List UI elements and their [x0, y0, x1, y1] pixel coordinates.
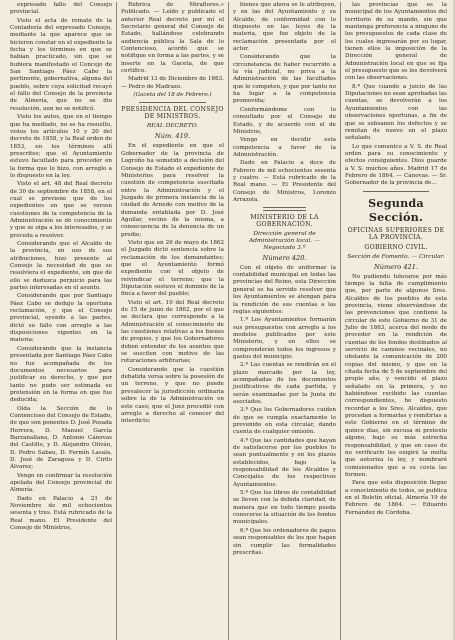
paragraph: 5.ª Que los libros de contabilidad se lleven con la debida claridad, de manera que en todo tiempo pueda conocerse la situación de los fondos municipales.	[233, 490, 336, 526]
paragraph: Visto los autos, que en el tiempo que ha mediado, no se ha resuelto, vistos los artículos 10 y 20 del decreto de 1858, y la Real orden de 1853, en los términos allí prescritos; que el Ayuntamiento estuvo facultado para proceder en la forma que lo hizo, con arreglo a lo dispuesto en la ley.	[10, 114, 112, 179]
paragraph: Considerando que la instancia presentada por Santiago Páez Cabo no fue acompañada de los documentos necesarios para justificar su derecho, y que por tanto no pudo ser estimada su pretensión en la forma en que fue deducida;	[10, 345, 112, 404]
paragraph: Dado en Palacio a doce de Febrero de mil ochocientos sesenta y cuatro. — Está rubricado de la Real mano. — El Presidente del Consejo de Ministros, Lorenzo Arrazola.	[233, 160, 336, 203]
subheading: REAL DECRETO.	[146, 123, 199, 130]
heading: PRESIDENCIA DEL CONSEJO DE MINISTROS.	[121, 106, 224, 121]
paragraph: expresado fallo del Consejo provincial.	[10, 2, 112, 16]
section-divider	[363, 191, 429, 192]
section-divider	[139, 102, 206, 103]
paragraph: Considerando que por Santiago Páez Cabo se dedujo la oportuna reclamación, y que el Consejo provincial, oyendo a las partes, dictó su fallo con arreglo a las disposiciones vigentes en la materia;	[10, 293, 112, 344]
subheading: Sección de Fomento. — Circular.	[347, 253, 445, 260]
paragraph: Vengo en decidir esta competencia a favor de la Administración.	[233, 137, 336, 158]
heading: OFICINAS SUPERIORES DE LA PROVINCIA.	[347, 226, 445, 241]
paragraph: No pudiendo tolerarse por más tiempo la falta de cumplimiento que, por parte de algunos Sres. Alcaldes de los pueblos de esta provincia, viene observándose de las prevenciones que contiene la circular de este Gobierno de 31 de Julio de 1863, acerca del modo de proceder en la rendición de cuentas de los fondos destinados al servicio de caminos vecinales, no obstante la comunicación de 200 copias del mismo, y que en la citada fecha de 5 de septiembre del propio año, y vencido el plazo señalado en la primera, y no habiéndose recibido las cuentas correspondientes, he dispuesto recordar a los Sres. Alcaldes, que procedan a formarlas y remitirlas a este Gobierno en el término de quince días, sin excusa ni pretexto alguno, bajo su más estrecha responsabilidad, y que en caso de no verificarlo les exigiré la multa que autoriza la ley, y nombraré comisionados que a su costa las formen.	[345, 273, 447, 478]
paragraph: Lo que comunico a V. S. de Real orden para su conocimiento y efectos consiguientes. Dios guarde a V. S. muchos años. Madrid 17 de Febrero de 1864. — Cánovas. — Sr. Gobernador de la provincia de...	[345, 143, 447, 187]
paragraph: Visto que en 26 de mayo de 1862 el Juzgado dictó sentencia sobre la reclamación de los demandantes; que el Ayuntamiento formó expediente con el objeto de reivindicar el terreno; que la Diputación sostuvo el dominio de la finca a favor del pueblo;	[121, 239, 224, 298]
paragraph: Madrid 13 de Diciembre de 1863. — Pedro de Madrazo.	[121, 76, 224, 90]
column-1	[6, 2, 116, 640]
paragraph: bienes que ahora se le atribuyen, y en las del Ayuntamiento y su Alcalde, de conformidad con lo dispuesto en las leyes de la materia, que fue objeto de la reclamación presentada por el actor.	[233, 2, 336, 53]
paragraph: Para que esta disposición llegue a conocimiento de todos, se publica en el Boletín oficial. Almería 19 de Febrero de 1864. — Eduardo Fernández de Córdoba.	[345, 480, 447, 516]
document-number: Número 421.	[373, 262, 419, 271]
paragraph: En el expediente en que el Gobernador de la provincia de Logroño ha sometido a decisión del Consejo de Estado el expediente de Ministerios para resolver la cuestión de competencia suscitada entre la Administración y el Juzgado de primera instancia de la ciudad de Arnedo con motivo de la demanda entablada por D. José Aguilar, vecino de la misma, a consecuencia de la denuncia de un predio;	[121, 143, 224, 238]
paragraph: 8.ª Que cuando a juicio de las Diputaciones no sean aprobadas las cuentas, se devolverán a los Ayuntamientos con las observaciones oportunas, a fin de que se subsanen los defectos y se remitan de nuevo en el plazo señalado.	[345, 83, 447, 142]
paragraph: 4.ª Que las cantidades que hayan de satisfacerse por los pueblos lo sean puntualmente y en los plazos establecidos, bajo la responsabilidad de los Alcaldes y Concejales de los respectivos Ayuntamientos.	[233, 437, 336, 488]
paragraph: las provincias que es la municipal de los Ayuntamientos del territorio de su mando, sin que mantenga preferencia a ninguno de los presupuestos de cada clase de los cuales ingresarán por su lugar, tienen ellos la imposición de la Dirección general de Administración local en que se fija el presupuesto que se les devolverá con las observaciones.	[345, 2, 447, 82]
column-4	[340, 2, 451, 640]
paragraph: 6.ª Que los ordenadores de pagos sean responsables de los que hagan sin cumplir las formalidades prescritas.	[233, 527, 336, 556]
paragraph: Rúbrica de Miraflores.» Publicado. — Leído y publicado el anterior Real decreto por mí el Secretario general del Consejo de Estado, hallándose celebrando audiencia pública la Sala de lo Contencioso, acordó que se notifique en forma a las partes, y se inserte en la Gaceta, de que certifico.	[121, 2, 224, 75]
paragraph: Visto el acta de remate de la Contaduría del expresado Consejo, mediante la que aparece que se hicieron constar en el expediente la fecha y los términos en que se habían practicado, sin que se hubiera manifestado el Concejo de San Santiago Páez Cabo la pertinente, gobernativa, alguna del pueblo, sobre cuya solicitud recayó el fallo del Consejo de la provincia de Almería, que no se dio resolución, aun no se notificó.	[10, 17, 112, 112]
paragraph: Conformándome con lo consultado por el Consejo de Estado, y de acuerdo con el de Ministros,	[233, 106, 336, 135]
section-title: Segunda Sección.	[368, 195, 424, 224]
paragraph: Oída la Sección de lo Contencioso del Consejo de Estado, de que son ponentes D. José Posada Herrera, D. Manuel García Barzanallana, D. Antonio Cánovas del Castillo, y D. Alejandro Oliván, D. Pedro Sabau, D. Fermín Lasala, D. José de Zaragoza y D. Cirilo Álvarez;	[10, 405, 112, 471]
paragraph: 1.ª Los Ayuntamientos formarán sus presupuestos con arreglo a los modelos publicados por este Ministerio, y en ellos se comprenderán todos los ingresos y gastos del municipio.	[233, 317, 336, 360]
source-note: (Gaceta del 18 de Febrero.)	[133, 92, 212, 99]
document-number: Núm. 419.	[154, 132, 191, 141]
paragraph: 2.ª Las cuentas se rendirán en el plazo marcado por la ley, acompañadas de los documentos justificativos de cada partida, y serán examinadas por la Junta de asociados.	[233, 362, 336, 405]
paragraph: Con el objeto de uniformar la contabilidad municipal en todas las provincias del Reino, esta Dirección general se ha servido resolver que los Ayuntamientos se atengan para la rendición de sus cuentas a las reglas siguientes:	[233, 264, 336, 315]
double-rule-divider	[263, 207, 306, 211]
paragraph: Considerando que la cuestión debatida versa sobre la posesión de un terreno, y que no puede prevalecer la jurisdicción ordinaria sobre la de la Administración en este caso; que el Juez procedió con arreglo a derecho al conocer del interdicto;	[121, 366, 224, 425]
heading: MINISTERIO DE LA GOBERNACIÓN.	[250, 213, 319, 228]
paragraph: Vengo en confirmar la resolución apelada del Consejo provincial de Almería.	[10, 472, 112, 494]
column-3	[228, 2, 340, 640]
subheading: Dirección general de Administración local. — Negociado 3.º	[248, 230, 321, 251]
column-2	[116, 2, 228, 640]
paragraph: Considerando que el Alcalde de la provincia, en uso de sus atribuciones, hizo presente al Consejo la necesidad de que se resolviera el expediente, sin que de ello se deduzca perjuicio para las partes interesadas en el asunto.	[10, 241, 112, 292]
paragraph: 3.ª Que los Gobernadores cuiden de que se cumpla exactamente lo prevenido en esta circular, dando cuenta de cualquier omisión.	[233, 407, 336, 436]
paragraph: Dado en Palacio a 21 de Noviembre de mil ochocientos sesenta y tres. Está rubricado de la Real mano. El Presidente del Consejo de Ministros,	[10, 495, 112, 532]
heading: GOBIERNO CIVIL.	[364, 243, 428, 251]
document-number: Número 420.	[262, 253, 307, 262]
paragraph: Considerando que la circunstancia de haber recurrido a la vía judicial, no priva a la Administración de las facultades que le competen, y que por tanto no ha lugar a la competencia promovida;	[233, 54, 336, 105]
paragraph: Visto el art. 10 del Real decreto de 15 de junio de 1862, por el que se declara que corresponde a la Administración el conocimiento de las cuestiones relativas a los bienes de propios, y que los Gobernadores deben entender de los asuntos que se susciten con motivo de las roturaciones arbitrarias;	[121, 299, 224, 365]
paragraph: Visto el art. 48 del Real decreto de 30 de septiembre de 1858, en el cual se previene que de los expedientes en que se versen cuestiones de la competencia de la Administración se dé conocimiento y que se oiga a los interesados, y se proceda a resolver.	[10, 181, 112, 239]
